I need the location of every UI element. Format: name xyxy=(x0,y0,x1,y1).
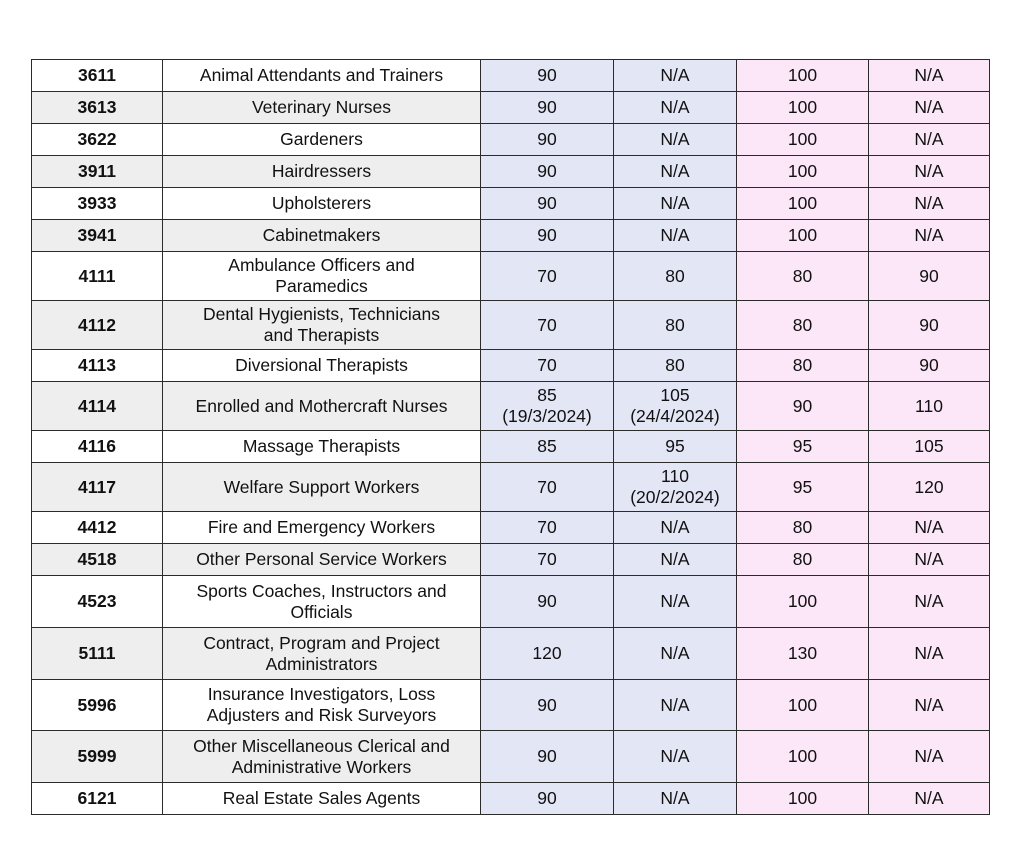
value-cell xyxy=(481,783,614,815)
value-cell xyxy=(614,92,737,124)
value-cell xyxy=(481,301,614,350)
occupation-name xyxy=(163,463,481,512)
value-cell xyxy=(481,680,614,731)
occupation-code: 4112 xyxy=(32,301,163,350)
value-cell-line: 90 xyxy=(537,746,557,766)
table-row xyxy=(32,783,990,815)
occupation-code: 3613 xyxy=(32,92,163,124)
occupation-code: 5999 xyxy=(32,731,163,783)
occupation-code: 3911 xyxy=(32,156,163,188)
value-cell xyxy=(614,463,737,512)
value-cell-line: 90 xyxy=(537,193,557,213)
value-cell-line: N/A xyxy=(660,65,690,85)
value-cell xyxy=(614,60,737,92)
table-row xyxy=(32,350,990,382)
value-cell: 110 xyxy=(869,382,990,431)
value-cell-line: 110 xyxy=(661,466,689,486)
value-cell xyxy=(481,576,614,628)
occupation-name xyxy=(163,220,481,252)
occupation-code: 5111 xyxy=(32,628,163,680)
value-cell-line: 90 xyxy=(537,225,557,245)
value-cell: N/A xyxy=(869,628,990,680)
occupation-code: 5996 xyxy=(32,680,163,731)
occupation-name xyxy=(163,431,481,463)
value-cell xyxy=(481,512,614,544)
value-cell: N/A xyxy=(869,544,990,576)
table-row xyxy=(32,628,990,680)
value-cell xyxy=(481,220,614,252)
value-cell: 90 xyxy=(869,252,990,301)
table-row xyxy=(32,680,990,731)
value-cell-line: 105 xyxy=(660,385,690,405)
occupation-name-line: Hairdressers xyxy=(271,161,372,181)
value-cell: 105 xyxy=(869,431,990,463)
value-cell-line: 95 xyxy=(665,436,685,456)
table-row xyxy=(32,60,990,92)
occupation-name-line: Other Personal Service Workers xyxy=(196,549,447,569)
value-cell xyxy=(614,301,737,350)
table-row xyxy=(32,124,990,156)
value-cell: N/A xyxy=(869,783,990,815)
value-cell xyxy=(481,188,614,220)
value-cell: 95 xyxy=(737,463,869,512)
value-cell: 100 xyxy=(737,92,869,124)
value-cell-line: 70 xyxy=(537,265,557,286)
occupation-name-line: Administrative Workers xyxy=(231,756,412,777)
value-cell xyxy=(614,220,737,252)
value-cell: N/A xyxy=(869,92,990,124)
value-cell-line: (20/2/2024) xyxy=(630,487,720,507)
occupation-code: 4523 xyxy=(32,576,163,628)
value-cell xyxy=(481,463,614,512)
occupation-code: 3622 xyxy=(32,124,163,156)
occupation-code: 4518 xyxy=(32,544,163,576)
occupation-name xyxy=(163,60,481,92)
occupation-name-line: Sports Coaches, Instructors and xyxy=(196,580,447,601)
value-cell xyxy=(614,576,737,628)
value-cell xyxy=(614,628,737,680)
value-cell xyxy=(614,156,737,188)
value-cell-line: 80 xyxy=(665,355,685,375)
value-cell-line: N/A xyxy=(660,517,690,537)
occupation-name xyxy=(163,628,481,680)
value-cell: 100 xyxy=(737,576,869,628)
value-cell-line: 70 xyxy=(537,314,557,335)
occupation-name xyxy=(163,350,481,382)
value-cell xyxy=(481,544,614,576)
occupation-name-line: and Therapists xyxy=(263,325,380,345)
value-cell: 100 xyxy=(737,783,869,815)
occupation-name-line: Diversional Therapists xyxy=(235,355,408,375)
occupation-name-line: Cabinetmakers xyxy=(262,225,381,245)
value-cell-line: 90 xyxy=(537,788,557,808)
value-cell xyxy=(614,350,737,382)
value-cell: 100 xyxy=(737,156,869,188)
value-cell: 100 xyxy=(737,220,869,252)
occupation-name-line: Upholsterers xyxy=(271,193,372,213)
occupation-name-line: Veterinary Nurses xyxy=(251,97,392,117)
table-row xyxy=(32,301,990,350)
occupation-code: 6121 xyxy=(32,783,163,815)
occupation-name-line: Contract, Program and Project xyxy=(203,632,440,653)
value-cell: 120 xyxy=(869,463,990,512)
value-cell: 100 xyxy=(737,731,869,783)
table-row xyxy=(32,544,990,576)
occupation-code: 4113 xyxy=(32,350,163,382)
occupation-code: 4412 xyxy=(32,512,163,544)
value-cell: 100 xyxy=(737,60,869,92)
value-cell: N/A xyxy=(869,124,990,156)
value-cell xyxy=(481,731,614,783)
occupation-name-line: Other Miscellaneous Clerical and xyxy=(193,735,450,756)
value-cell-line: (19/3/2024) xyxy=(502,406,592,426)
value-cell-line: 90 xyxy=(537,161,557,181)
value-cell xyxy=(481,628,614,680)
occupation-name-line: Dental Hygienists, Technicians xyxy=(202,304,441,324)
value-cell xyxy=(614,382,737,431)
value-cell-line: N/A xyxy=(660,591,690,611)
occupation-name-line: Welfare Support Workers xyxy=(223,476,420,497)
value-cell: N/A xyxy=(869,512,990,544)
occupation-name-line: Animal Attendants and Trainers xyxy=(199,65,444,85)
occupation-code: 4117 xyxy=(32,463,163,512)
value-cell-line: N/A xyxy=(660,549,690,569)
value-cell: 80 xyxy=(737,301,869,350)
value-cell: N/A xyxy=(869,220,990,252)
table-row xyxy=(32,188,990,220)
value-cell-line: N/A xyxy=(660,161,690,181)
value-cell xyxy=(481,60,614,92)
value-cell xyxy=(614,783,737,815)
value-cell-line: 70 xyxy=(537,517,557,537)
value-cell xyxy=(614,252,737,301)
value-cell: 80 xyxy=(737,512,869,544)
occupation-name-line: Adjusters and Risk Surveyors xyxy=(206,705,437,725)
value-cell: N/A xyxy=(869,576,990,628)
occupation-name-line: Real Estate Sales Agents xyxy=(222,788,421,808)
occupation-name-line: Ambulance Officers and xyxy=(228,255,415,275)
value-cell-line: 90 xyxy=(537,65,557,85)
value-cell xyxy=(614,188,737,220)
table-row xyxy=(32,731,990,783)
value-cell: 90 xyxy=(869,301,990,350)
table-row xyxy=(32,431,990,463)
value-cell: 100 xyxy=(737,188,869,220)
value-cell-line: N/A xyxy=(660,225,690,245)
value-cell-line: (24/4/2024) xyxy=(630,406,720,426)
value-cell: 80 xyxy=(737,544,869,576)
value-cell: 100 xyxy=(737,680,869,731)
occupation-code: 4114 xyxy=(32,382,163,431)
occupation-code: 3941 xyxy=(32,220,163,252)
value-cell-line: 70 xyxy=(537,549,557,569)
value-cell xyxy=(614,124,737,156)
value-cell: N/A xyxy=(869,156,990,188)
occupation-name-line: Administrators xyxy=(265,653,378,674)
value-cell xyxy=(614,544,737,576)
value-cell xyxy=(614,431,737,463)
value-cell xyxy=(481,350,614,382)
occupation-name xyxy=(163,156,481,188)
value-cell-line: 70 xyxy=(537,476,557,497)
value-cell-line: N/A xyxy=(660,129,690,149)
value-cell: N/A xyxy=(869,60,990,92)
occupation-name-line: Officials xyxy=(290,601,353,622)
value-cell: N/A xyxy=(869,680,990,731)
occupation-name xyxy=(163,512,481,544)
occupation-table xyxy=(31,59,990,815)
occupation-name xyxy=(163,252,481,301)
value-cell xyxy=(481,156,614,188)
value-cell-line: N/A xyxy=(660,97,690,117)
occupation-name xyxy=(163,382,481,431)
value-cell-line: 70 xyxy=(537,355,557,375)
occupation-name-line: Gardeners xyxy=(280,129,363,149)
occupation-name xyxy=(163,783,481,815)
occupation-name xyxy=(163,92,481,124)
table-row xyxy=(32,512,990,544)
value-cell-line: 90 xyxy=(537,591,557,611)
table-row xyxy=(32,576,990,628)
table-row xyxy=(32,92,990,124)
occupation-code: 4116 xyxy=(32,431,163,463)
occupation-name xyxy=(163,576,481,628)
table-row xyxy=(32,156,990,188)
occupation-name-line: Paramedics xyxy=(275,276,368,296)
value-cell xyxy=(481,382,614,431)
occupation-code: 4111 xyxy=(32,252,163,301)
value-cell-line: 120 xyxy=(532,643,562,663)
value-cell: 95 xyxy=(737,431,869,463)
value-cell xyxy=(614,680,737,731)
value-cell: N/A xyxy=(869,188,990,220)
occupation-name xyxy=(163,301,481,350)
occupation-name xyxy=(163,544,481,576)
value-cell-line: 80 xyxy=(665,265,685,286)
value-cell-line: 90 xyxy=(537,129,557,149)
table-row xyxy=(32,252,990,301)
value-cell xyxy=(614,731,737,783)
value-cell-line: 85 xyxy=(537,385,557,405)
occupation-name xyxy=(163,680,481,731)
value-cell-line: N/A xyxy=(660,643,690,663)
value-cell-line: 90 xyxy=(537,694,557,715)
occupation-name-line: Enrolled and Mothercraft Nurses xyxy=(195,395,448,416)
value-cell xyxy=(481,92,614,124)
value-cell: 90 xyxy=(869,350,990,382)
occupation-name-line: Insurance Investigators, Loss xyxy=(207,684,436,704)
table-row xyxy=(32,382,990,431)
occupation-name xyxy=(163,731,481,783)
value-cell xyxy=(481,431,614,463)
value-cell: 100 xyxy=(737,124,869,156)
value-cell-line: 85 xyxy=(537,436,557,456)
occupation-code: 3611 xyxy=(32,60,163,92)
value-cell xyxy=(481,124,614,156)
value-cell-line: 90 xyxy=(537,97,557,117)
value-cell-line: 80 xyxy=(665,314,685,335)
value-cell xyxy=(481,252,614,301)
table-row xyxy=(32,220,990,252)
occupation-name xyxy=(163,188,481,220)
value-cell: 90 xyxy=(737,382,869,431)
table-row xyxy=(32,463,990,512)
value-cell: 130 xyxy=(737,628,869,680)
value-cell: 80 xyxy=(737,252,869,301)
value-cell-line: N/A xyxy=(660,788,690,808)
value-cell: 80 xyxy=(737,350,869,382)
occupation-code: 3933 xyxy=(32,188,163,220)
occupation-name-line: Fire and Emergency Workers xyxy=(207,517,436,537)
value-cell-line: N/A xyxy=(660,193,690,213)
value-cell-line: N/A xyxy=(660,746,690,766)
occupation-name-line: Massage Therapists xyxy=(242,436,401,456)
value-cell-line: N/A xyxy=(660,694,690,715)
value-cell xyxy=(614,512,737,544)
value-cell: N/A xyxy=(869,731,990,783)
occupation-name xyxy=(163,124,481,156)
